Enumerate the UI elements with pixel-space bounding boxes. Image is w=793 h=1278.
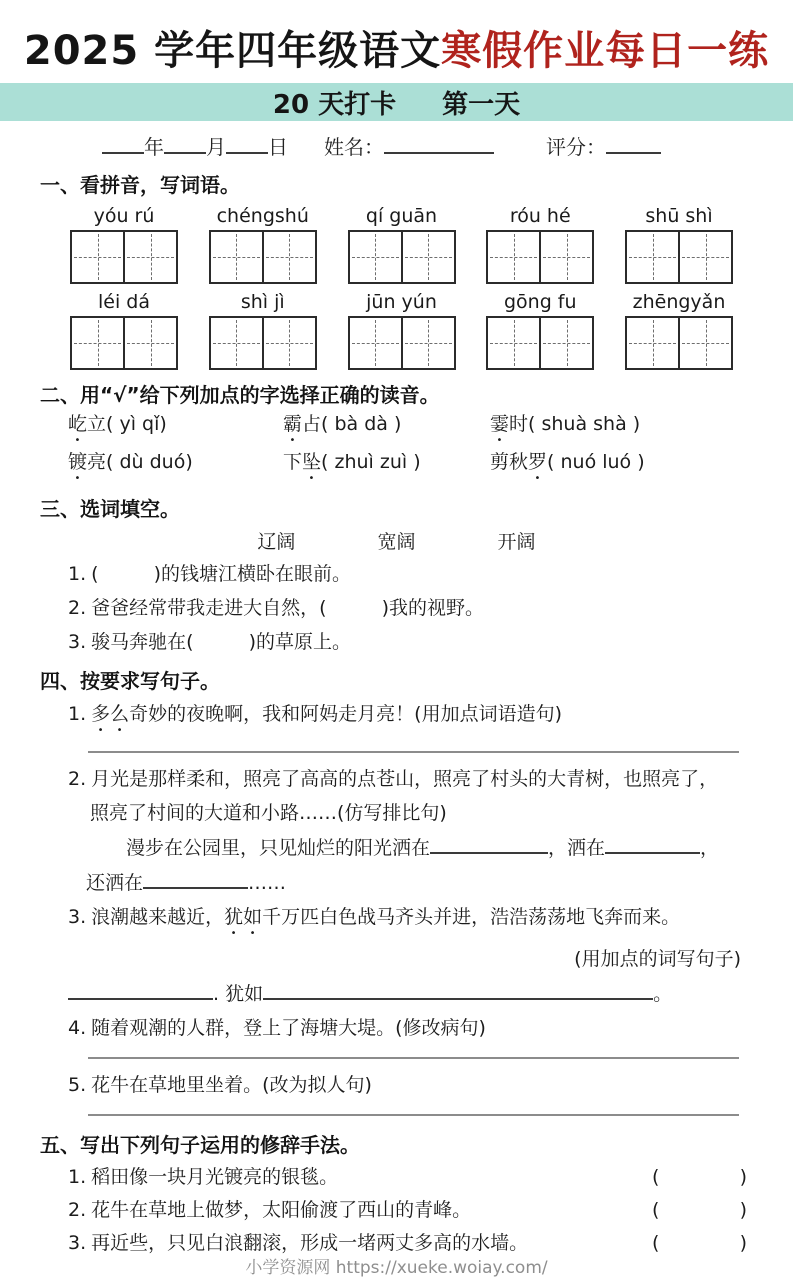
pronunciation-item bbox=[283, 446, 490, 484]
pinyin-word-group bbox=[625, 205, 733, 284]
pinyin-word-group bbox=[70, 291, 178, 370]
item-text: 爸爸经常带我走进大自然， bbox=[91, 596, 320, 619]
dotted-word: 犹如 bbox=[224, 905, 263, 928]
item-number: 2. bbox=[68, 1198, 87, 1221]
section-4-heading: 四、按要求写句子。 bbox=[40, 668, 220, 693]
pinyin-word-group bbox=[348, 291, 456, 370]
sentence-item-5 bbox=[40, 1072, 753, 1099]
sentence-item-2-line4 bbox=[40, 869, 753, 897]
item-text: 随着观潮的人群，登上了海塘大堤。(修改病句) bbox=[91, 1016, 486, 1039]
year-label: 年 bbox=[144, 135, 164, 159]
sentence-item-3-answer bbox=[40, 980, 753, 1008]
item-text: 占( bà dà ) bbox=[302, 413, 402, 435]
worksheet-page bbox=[0, 28, 793, 1278]
rhetoric-item bbox=[40, 1164, 753, 1191]
paren-close: ) bbox=[739, 1231, 747, 1254]
item-text: …… bbox=[248, 871, 287, 894]
name-label: 姓名： bbox=[324, 135, 384, 159]
pinyin-word-group bbox=[209, 291, 317, 370]
year-blank bbox=[102, 133, 144, 154]
item-text: 月光是那样柔和，照亮了高高的点苍山，照亮了村头的大青树，也照亮了， bbox=[91, 767, 719, 790]
pinyin-label: yóu rú bbox=[93, 205, 155, 227]
pronunciation-row-2 bbox=[40, 446, 753, 484]
dotted-word: 多么 bbox=[91, 702, 130, 725]
fill-blank-item bbox=[40, 629, 753, 656]
item-text: . 犹如 bbox=[213, 982, 264, 1005]
sentence-item-1 bbox=[40, 701, 753, 736]
writing-cell bbox=[123, 318, 176, 368]
section-1-heading: 一、看拼音，写词语。 bbox=[40, 173, 240, 197]
paren-open: ( bbox=[652, 1165, 660, 1188]
day-blank bbox=[226, 133, 268, 154]
answer-blank bbox=[263, 980, 653, 1000]
answer-parens bbox=[652, 1197, 747, 1224]
item-text: 花牛在草地里坐着。(改为拟人句) bbox=[91, 1073, 372, 1096]
answer-blank bbox=[605, 834, 700, 854]
paren-close: ) bbox=[739, 1198, 747, 1221]
dotted-char: 罗 bbox=[528, 451, 548, 473]
item-text: 稻田像一块月光镀亮的银毯。 bbox=[91, 1165, 339, 1188]
answer-blank bbox=[68, 980, 213, 1000]
writing-grid bbox=[486, 230, 594, 284]
writing-cell bbox=[488, 318, 539, 368]
answer-line bbox=[88, 1114, 739, 1116]
writing-cell bbox=[539, 232, 592, 282]
item-text: 立( yì qǐ) bbox=[87, 413, 167, 435]
item-text: 。 bbox=[653, 982, 673, 1005]
item-text: 再近些，只见白浪翻滚，形成一堵两丈多高的水墙。 bbox=[91, 1231, 529, 1254]
pinyin-label: gōng fu bbox=[503, 291, 577, 313]
writing-cell bbox=[262, 318, 315, 368]
fill-blank-item bbox=[40, 561, 753, 588]
pinyin-row-1 bbox=[40, 205, 753, 284]
item-number: 5. bbox=[68, 1073, 87, 1096]
writing-cell bbox=[401, 318, 454, 368]
word-option: 辽阔 bbox=[257, 531, 296, 553]
item-number: 2. bbox=[68, 596, 87, 619]
writing-cell bbox=[72, 318, 123, 368]
writing-grid bbox=[348, 316, 456, 370]
writing-cell bbox=[123, 232, 176, 282]
writing-grid bbox=[486, 316, 594, 370]
month-label: 月 bbox=[206, 135, 226, 159]
item-text: ( nuó luó ) bbox=[547, 451, 645, 473]
pinyin-label: jūn yún bbox=[366, 291, 437, 313]
pinyin-label: shū shì bbox=[645, 205, 713, 227]
answer-blank bbox=[143, 869, 248, 889]
item-text: 的草原上。 bbox=[256, 630, 352, 653]
writing-cell bbox=[262, 232, 315, 282]
item-number: 1. bbox=[68, 563, 87, 585]
item-text: ，洒在 bbox=[548, 836, 606, 859]
writing-cell bbox=[211, 318, 262, 368]
pinyin-word-group bbox=[348, 205, 456, 284]
writing-grid bbox=[209, 316, 317, 370]
rhetoric-item bbox=[40, 1197, 753, 1224]
item-text: 还洒在 bbox=[86, 871, 144, 894]
section-5-heading: 五、写出下列句子运用的修辞手法。 bbox=[40, 1132, 360, 1157]
paren-open: ( bbox=[652, 1198, 660, 1221]
item-text: 骏马奔驰在 bbox=[91, 630, 187, 653]
pronunciation-item bbox=[490, 446, 753, 484]
item-text: 千万匹白色战马齐头并进，浩浩荡荡地飞奔而来。 bbox=[262, 905, 681, 928]
item-text: ( zhuì zuì ) bbox=[321, 451, 421, 473]
writing-cell bbox=[678, 318, 731, 368]
section-2-heading: 二、用“√”给下列加点的字选择正确的读音。 bbox=[40, 383, 440, 407]
banner-card-text: 20 天打卡 bbox=[272, 89, 397, 120]
writing-cell bbox=[72, 232, 123, 282]
pronunciation-item bbox=[68, 446, 283, 484]
paren-open: ( bbox=[186, 630, 194, 653]
pronunciation-item bbox=[283, 408, 490, 446]
sentence-item-2-line3 bbox=[40, 834, 753, 862]
item-text: 漫步在公园里，只见灿烂的阳光洒在 bbox=[126, 836, 431, 859]
word-option: 宽阔 bbox=[377, 531, 416, 553]
sentence-item-2-line2 bbox=[40, 800, 753, 827]
pronunciation-item bbox=[68, 408, 283, 446]
pinyin-row-2 bbox=[40, 291, 753, 370]
date-name-score-row bbox=[40, 131, 753, 160]
pinyin-label: róu hé bbox=[509, 205, 571, 227]
dotted-char: 屹 bbox=[68, 413, 88, 435]
answer-parens bbox=[652, 1164, 747, 1191]
item-number: 3. bbox=[68, 905, 87, 928]
writing-cell bbox=[539, 318, 592, 368]
dotted-char: 霸 bbox=[283, 413, 303, 435]
pinyin-label: chéngshú bbox=[216, 205, 309, 227]
score-label: 评分： bbox=[546, 135, 606, 159]
writing-cell bbox=[401, 232, 454, 282]
pinyin-label: léi dá bbox=[98, 291, 150, 313]
writing-grid bbox=[348, 230, 456, 284]
banner-day-text: 第一天 bbox=[442, 89, 521, 120]
writing-grid bbox=[70, 316, 178, 370]
item-number: 3. bbox=[68, 630, 87, 653]
item-text: 时( shuà shà ) bbox=[509, 413, 641, 435]
sentence-item-3 bbox=[40, 904, 753, 939]
answer-line bbox=[88, 1057, 739, 1059]
title-red: 寒假作业每日一练 bbox=[441, 28, 770, 74]
dotted-char: 坠 bbox=[302, 451, 322, 473]
writing-cell bbox=[488, 232, 539, 282]
dotted-char: 镀 bbox=[68, 451, 88, 473]
writing-cell bbox=[350, 232, 401, 282]
sentence-item-2 bbox=[40, 766, 753, 793]
writing-grid bbox=[70, 230, 178, 284]
month-blank bbox=[164, 133, 206, 154]
item-text: ， bbox=[700, 836, 720, 859]
paren-close: ) bbox=[248, 630, 256, 653]
worksheet-body bbox=[0, 131, 793, 1278]
pinyin-word-group bbox=[70, 205, 178, 284]
writing-grid bbox=[625, 230, 733, 284]
answer-blank bbox=[430, 834, 548, 854]
pinyin-word-group bbox=[486, 291, 594, 370]
sentence-item-3-note: (用加点的词写句子) bbox=[574, 947, 741, 970]
word-option: 开阔 bbox=[497, 531, 536, 553]
paren-close: ) bbox=[381, 596, 389, 619]
fill-blank-item bbox=[40, 595, 753, 622]
item-text-wrap bbox=[68, 1197, 652, 1224]
sentence-item-4 bbox=[40, 1015, 753, 1042]
score-blank bbox=[606, 133, 661, 154]
paren-close: ) bbox=[153, 563, 161, 585]
paren-open: ( bbox=[319, 596, 327, 619]
item-text: 剪秋 bbox=[490, 451, 529, 473]
item-text: 的钱塘江横卧在眼前。 bbox=[160, 563, 351, 585]
day-label: 日 bbox=[268, 135, 288, 159]
page-title bbox=[0, 28, 793, 74]
answer-parens bbox=[652, 1230, 747, 1257]
word-bank bbox=[40, 527, 753, 554]
item-text: 下 bbox=[283, 451, 303, 473]
writing-cell bbox=[627, 318, 678, 368]
pinyin-word-group bbox=[625, 291, 733, 370]
writing-cell bbox=[350, 318, 401, 368]
title-black: 2025 学年四年级语文 bbox=[23, 28, 442, 74]
writing-grid bbox=[625, 316, 733, 370]
item-number: 1. bbox=[68, 1165, 87, 1188]
pinyin-label: zhēngyǎn bbox=[632, 291, 726, 313]
item-number: 1. bbox=[68, 702, 87, 725]
item-number: 3. bbox=[68, 1231, 87, 1254]
site-watermark: 小学资源网 https://xueke.woiay.com/ bbox=[245, 1257, 548, 1278]
pinyin-label: shì jì bbox=[240, 291, 285, 313]
item-text: 我的视野。 bbox=[389, 596, 485, 619]
pronunciation-item bbox=[490, 408, 753, 446]
item-text: 浪潮越来越近， bbox=[91, 905, 225, 928]
answer-line bbox=[88, 751, 739, 753]
pronunciation-row-1 bbox=[40, 408, 753, 446]
item-text: 花牛在草地上做梦，太阳偷渡了西山的青峰。 bbox=[91, 1198, 472, 1221]
item-text: 亮( dù duó) bbox=[87, 451, 193, 473]
writing-cell bbox=[211, 232, 262, 282]
item-number: 2. bbox=[68, 767, 87, 790]
item-text-wrap bbox=[68, 1164, 652, 1191]
item-text: 奇妙的夜晚啊，我和阿妈走月亮！(用加点词语造句) bbox=[129, 702, 562, 725]
pinyin-label: qí guān bbox=[365, 205, 438, 227]
pinyin-word-group bbox=[209, 205, 317, 284]
section-3-heading: 三、选词填空。 bbox=[40, 497, 180, 521]
paren-close: ) bbox=[739, 1165, 747, 1188]
name-blank bbox=[384, 133, 494, 154]
writing-cell bbox=[678, 232, 731, 282]
pinyin-word-group bbox=[486, 205, 594, 284]
item-number: 4. bbox=[68, 1016, 87, 1039]
writing-cell bbox=[627, 232, 678, 282]
dotted-char: 霎 bbox=[490, 413, 510, 435]
day-banner bbox=[0, 83, 793, 121]
item-text: 照亮了村间的大道和小路……(仿写排比句) bbox=[90, 801, 447, 824]
writing-grid bbox=[209, 230, 317, 284]
paren-open: ( bbox=[91, 563, 99, 585]
paren-open: ( bbox=[652, 1231, 660, 1254]
